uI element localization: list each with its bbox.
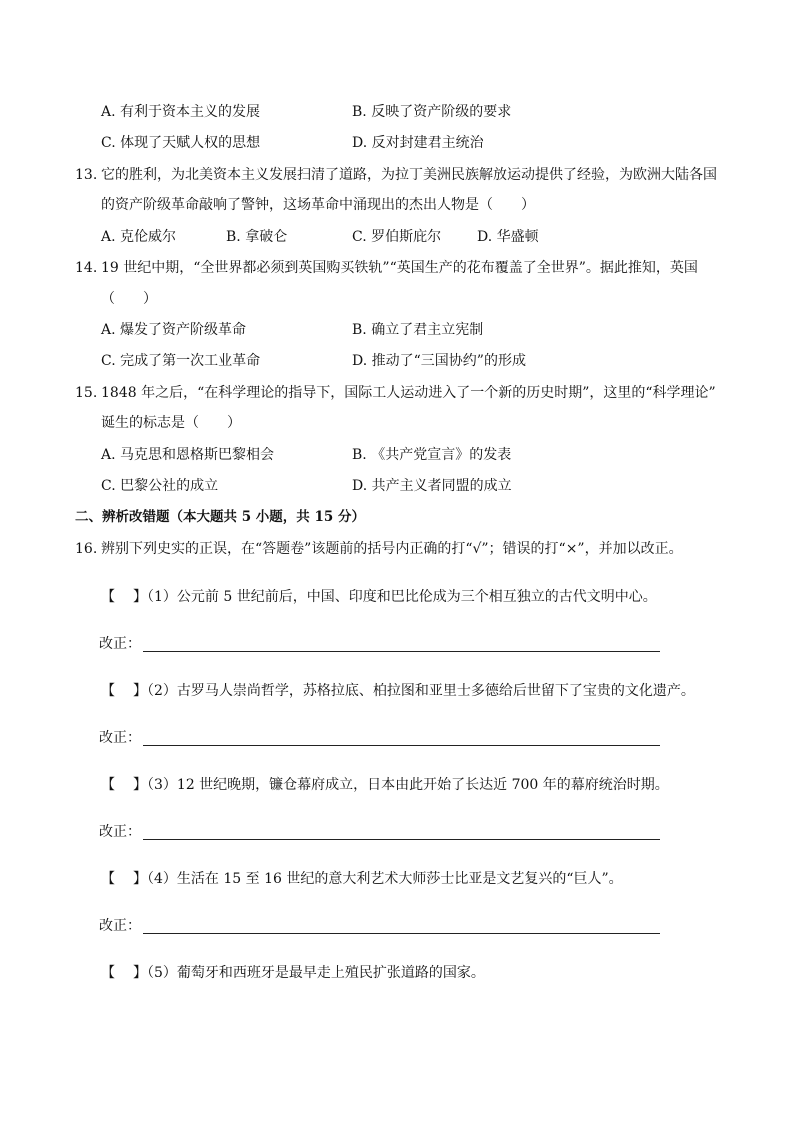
answer-bracket-right[interactable]: 】 bbox=[133, 777, 147, 793]
q13-option-c: C. 罗伯斯庇尔 bbox=[352, 229, 442, 245]
q13-option-b: B. 拿破仑 bbox=[226, 229, 288, 245]
q16-item-3-text: （3）12 世纪晚期，镰仓幕府成立，日本由此开始了长达近 700 年的幕府统治时期。 bbox=[147, 777, 669, 793]
answer-bracket-left[interactable]: 【 bbox=[101, 589, 115, 605]
answer-bracket-right[interactable]: 】 bbox=[133, 871, 147, 887]
q16-item-2-text: （2）古罗马人崇尚哲学，苏格拉底、柏拉图和亚里士多德给后世留下了宝贵的文化遗产。 bbox=[147, 683, 695, 699]
correction-label: 改正： bbox=[99, 824, 141, 840]
q15-option-c: C. 巴黎公社的成立 bbox=[101, 478, 219, 494]
answer-bracket-right[interactable]: 】 bbox=[133, 589, 147, 605]
correction-label: 改正： bbox=[99, 636, 141, 652]
q12-option-c: C. 体现了天赋人权的思想 bbox=[101, 135, 261, 151]
q13-number: 13. bbox=[75, 167, 98, 183]
q13-option-d: D. 华盛顿 bbox=[477, 229, 539, 245]
correction-label: 改正： bbox=[99, 730, 141, 746]
correction-blank-2[interactable] bbox=[143, 745, 660, 746]
q15-option-b: B. 《共产党宣言》的发表 bbox=[352, 447, 512, 463]
q15-option-d: D. 共产主义者同盟的成立 bbox=[352, 478, 512, 494]
q16-item-3 bbox=[101, 776, 669, 794]
q16-item-5 bbox=[101, 964, 485, 982]
correction-blank-1[interactable] bbox=[143, 651, 660, 652]
q14-option-c: C. 完成了第一次工业革命 bbox=[101, 353, 261, 369]
q14-option-a: A. 爆发了资产阶级革命 bbox=[101, 322, 247, 338]
q15-option-a: A. 马克思和恩格斯巴黎相会 bbox=[101, 447, 275, 463]
q15-number: 15. bbox=[75, 385, 98, 401]
q16-item-1-text: （1）公元前 5 世纪前后，中国、印度和巴比伦成为三个相互独立的古代文明中心。 bbox=[147, 589, 657, 605]
q13-option-a: A. 克伦威尔 bbox=[101, 229, 177, 245]
q16-number: 16. bbox=[75, 541, 98, 557]
answer-bracket-left[interactable]: 【 bbox=[101, 965, 115, 981]
correction-label: 改正： bbox=[99, 918, 141, 934]
answer-bracket-right[interactable]: 】 bbox=[133, 965, 147, 981]
q16-instruction: 辨别下列史实的正误，在“答题卷”该题前的括号内正确的打“√”；错误的打“×”，并加以改正。 bbox=[101, 541, 683, 557]
section-heading: 二、辨析改错题（本大题共 5 小题，共 15 分） bbox=[75, 509, 365, 525]
q14-option-b: B. 确立了君主立宪制 bbox=[352, 322, 484, 338]
q14-stem-line1: 19 世纪中期，“全世界都必须到英国购买铁轨”“英国生产的花布覆盖了全世界”。据此推知，英国 bbox=[101, 260, 698, 276]
q12-option-d: D. 反对封建君主统治 bbox=[352, 135, 484, 151]
answer-bracket-right[interactable]: 】 bbox=[133, 683, 147, 699]
correction-blank-4[interactable] bbox=[143, 933, 660, 934]
answer-bracket-left[interactable]: 【 bbox=[101, 777, 115, 793]
answer-bracket-left[interactable]: 【 bbox=[101, 871, 115, 887]
q13-stem-line1: 它的胜利，为北美资本主义发展扫清了道路，为拉丁美洲民族解放运动提供了经验，为欧洲大陆各国 bbox=[101, 167, 717, 183]
q12-option-a: A. 有利于资本主义的发展 bbox=[101, 104, 261, 120]
answer-bracket-left[interactable]: 【 bbox=[101, 683, 115, 699]
q15-stem-line2: 诞生的标志是（ ） bbox=[101, 415, 241, 431]
correction-blank-3[interactable] bbox=[143, 839, 660, 840]
q15-stem-line1: 1848 年之后，“在科学理论的指导下，国际工人运动进入了一个新的历史时期”，这里的“科学理论” bbox=[101, 385, 716, 401]
q13-stem-line2: 的资产阶级革命敲响了警钟，这场革命中涌现出的杰出人物是（ ） bbox=[101, 197, 535, 213]
q16-item-4 bbox=[101, 870, 623, 888]
q14-stem-line2: （ ） bbox=[101, 291, 157, 307]
q14-number: 14. bbox=[75, 260, 98, 276]
q16-item-4-text: （4）生活在 15 至 16 世纪的意大利艺术大师莎士比亚是文艺复兴的“巨人”。 bbox=[147, 871, 623, 887]
q12-option-b: B. 反映了资产阶级的要求 bbox=[352, 104, 512, 120]
q16-item-5-text: （5）葡萄牙和西班牙是最早走上殖民扩张道路的国家。 bbox=[147, 965, 485, 981]
q16-item-1 bbox=[101, 588, 657, 606]
q14-option-d: D. 推动了“三国协约”的形成 bbox=[352, 353, 526, 369]
q16-item-2 bbox=[101, 682, 695, 700]
